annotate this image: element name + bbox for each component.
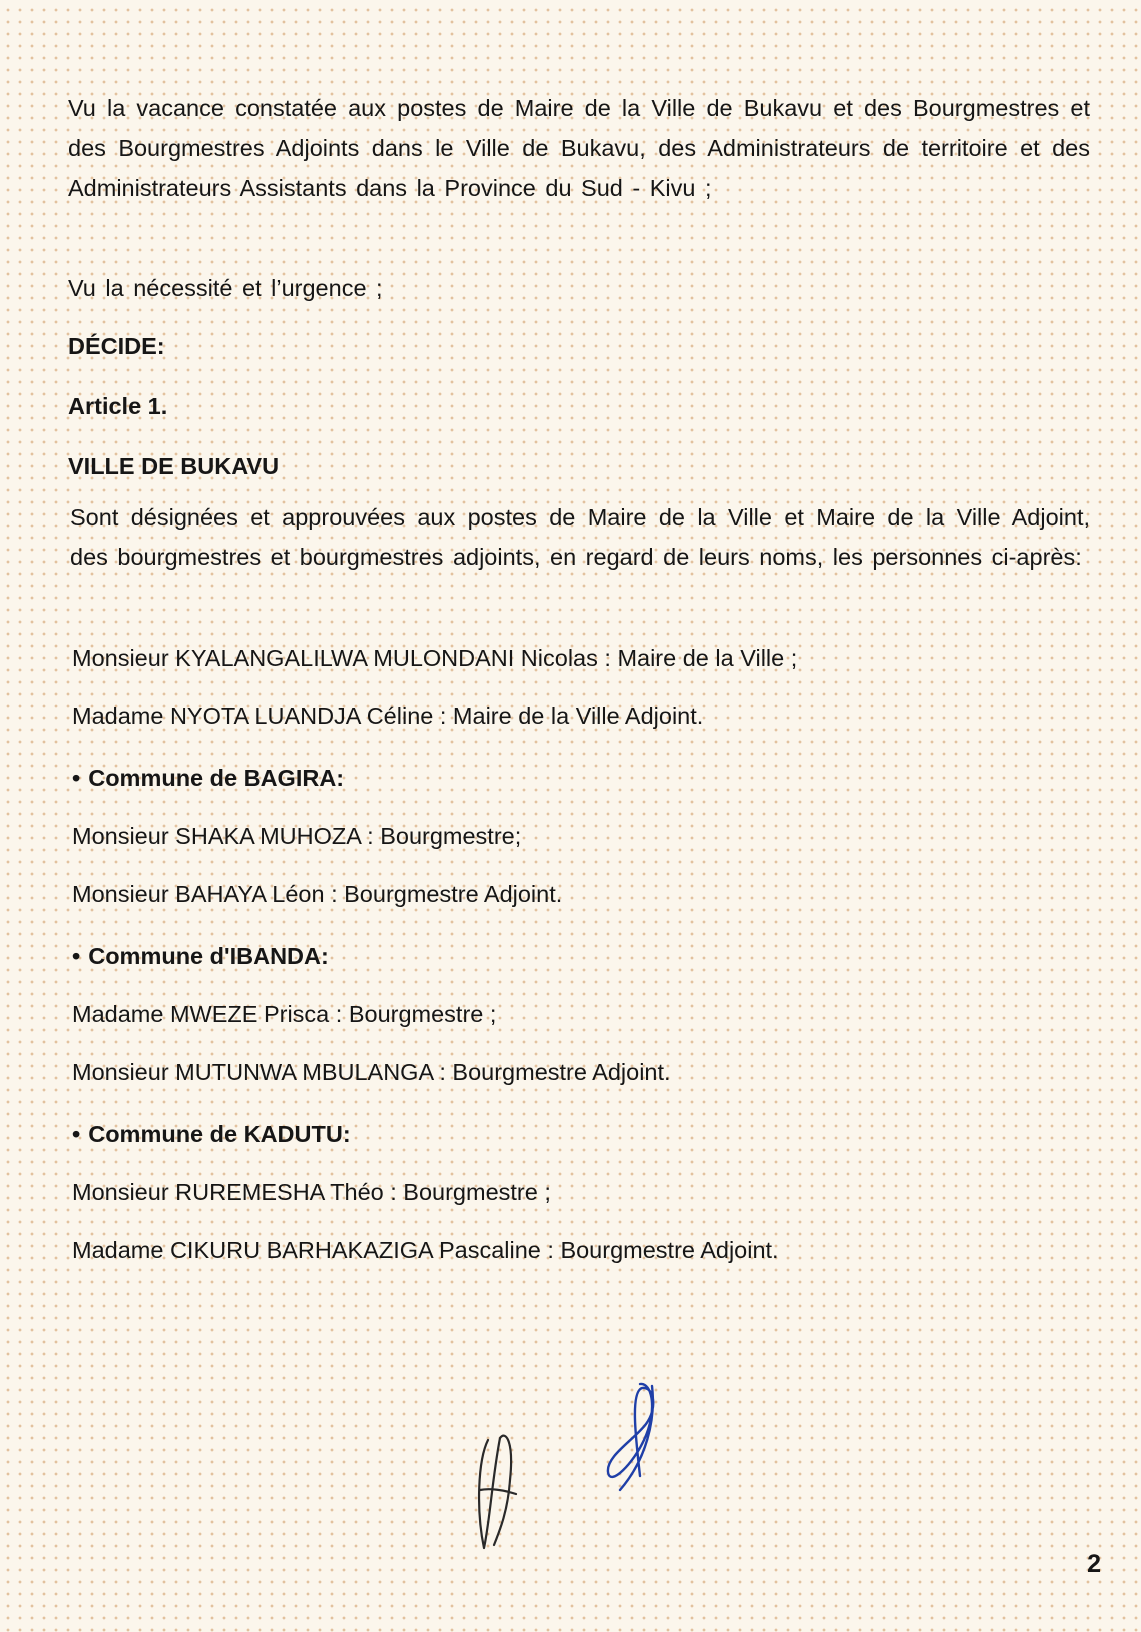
deputy-mayor-appointment: Madame NYOTA LUANDJA Céline : Maire de la Ville Adjoint. (72, 703, 704, 729)
page-number: 2 (1087, 1550, 1101, 1578)
commune-heading-kadutu (72, 1118, 351, 1150)
bullet-marker: • (72, 943, 81, 969)
bagira-bourgmestre-adjoint: Monsieur BAHAYA Léon : Bourgmestre Adjoint. (72, 881, 563, 907)
commune-heading-text: Commune d'IBANDA: (88, 943, 329, 969)
preamble-urgency: Vu la nécessité et l’urgence ; (68, 275, 383, 301)
appointment-intro: Sont désignées et approuvées aux postes de Maire de la Ville et Maire de la Ville Adjoint, des bourgmestres et bourgmestres adjoints, en regard de leurs noms, les personnes ci-après: (70, 504, 1090, 570)
kadutu-bourgmestre: Monsieur RUREMESHA Théo : Bourgmestre ; (72, 1179, 551, 1205)
decision-heading: DÉCIDE: (68, 333, 165, 359)
blue-signature-icon (600, 1380, 670, 1500)
initials-signature-icon (470, 1420, 540, 1560)
bullet-marker: • (72, 1121, 81, 1147)
ibanda-bourgmestre: Madame MWEZE Prisca : Bourgmestre ; (72, 1001, 497, 1027)
kadutu-bourgmestre-adjoint: Madame CIKURU BARHAKAZIGA Pascaline : Bourgmestre Adjoint. (72, 1237, 779, 1263)
commune-heading-text: Commune de KADUTU: (88, 1121, 351, 1147)
mayor-appointment: Monsieur KYALANGALILWA MULONDANI Nicolas : Maire de la Ville ; (72, 645, 798, 671)
commune-heading-bagira (72, 762, 344, 794)
city-heading: VILLE DE BUKAVU (68, 453, 280, 479)
commune-heading-ibanda (72, 940, 329, 972)
ibanda-bourgmestre-adjoint: Monsieur MUTUNWA MBULANGA : Bourgmestre Adjoint. (72, 1059, 671, 1085)
article-heading: Article 1. (68, 393, 168, 419)
commune-heading-text: Commune de BAGIRA: (88, 765, 345, 791)
bullet-marker: • (72, 765, 81, 791)
preamble-vacancy: Vu la vacance constatée aux postes de Maire de la Ville de Bukavu et des Bourgmestres et des Bourgmestres Adjoints dans le Ville de Bukavu, des Administrateurs de territoire et des Administrateurs Assistants dans la Province du Sud - Kivu ; (68, 95, 1090, 201)
bagira-bourgmestre: Monsieur SHAKA MUHOZA : Bourgmestre; (72, 823, 522, 849)
